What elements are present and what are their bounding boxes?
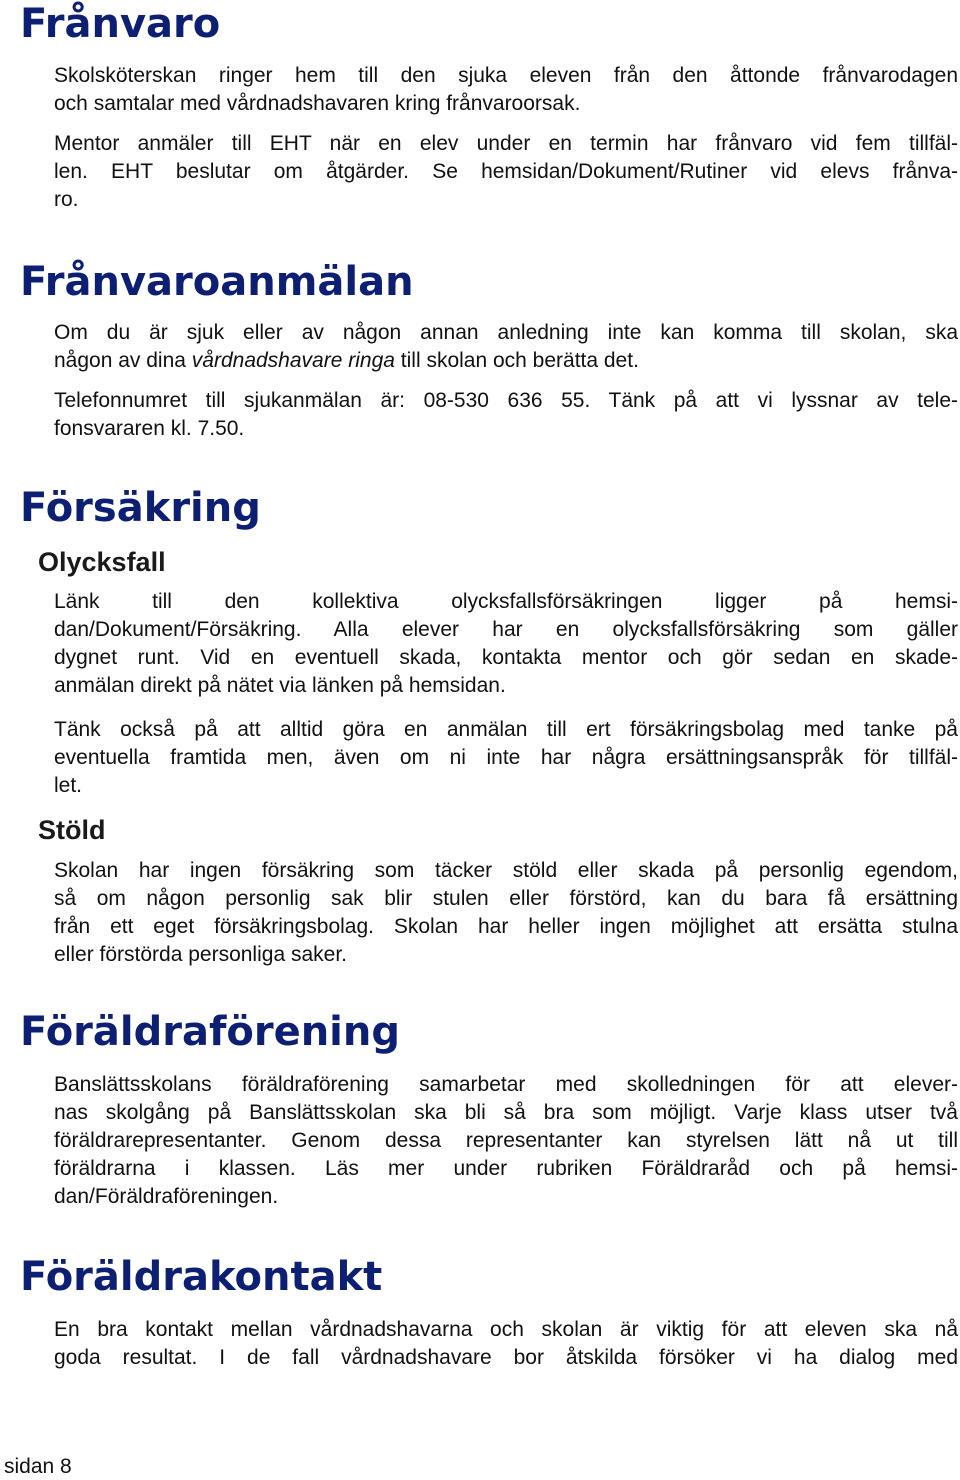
text-line: dan/Dokument/Försäkring. Alla elever har en olycksfallsförsäkring som gäller	[54, 618, 958, 641]
heading-franvaro: Frånvaro	[20, 1, 221, 47]
text-segment: till skolan och berätta det.	[394, 349, 639, 372]
text-line: så om någon personlig sak blir stulen eller förstörd, kan du bara få ersättning	[54, 887, 958, 910]
page-number: sidan 8	[4, 1455, 72, 1478]
text-line: eventuella framtida men, även om ni inte har några ersättningsanspråk för tillfäl-	[54, 746, 958, 769]
text-line: nas skolgång på Banslättsskolan ska bli så bra som möjligt. Varje klass utser två	[54, 1101, 958, 1124]
text-line: En bra kontakt mellan vårdnadshavarna och skolan är viktig för att eleven ska nå	[54, 1318, 958, 1341]
text-line: ro.	[54, 188, 79, 211]
paragraph-olycksfall-1	[54, 588, 958, 700]
subheading-stold: Stöld	[38, 815, 106, 845]
text-line: Tänk också på att alltid göra en anmälan till ert försäkringsbolag med tanke på	[54, 718, 958, 741]
text-line: Telefonnumret till sjukanmälan är: 08-530 636 55. Tänk på att vi lyssnar av tele-	[54, 389, 958, 412]
text-line: Banslättsskolans föräldraförening samarbetar med skolledningen för att elever-	[54, 1073, 958, 1096]
paragraph-franvaroanmalan-2	[54, 387, 958, 443]
text-line: goda resultat. I de fall vårdnadshavare bor åtskilda försöker vi ha dialog med	[54, 1346, 958, 1369]
paragraph-franvaroanmalan-1	[54, 319, 958, 375]
text-line: Mentor anmäler till EHT när en elev under en termin har frånvaro vid fem tillfäl-	[54, 132, 958, 155]
paragraph-foraldrakontakt	[54, 1316, 958, 1372]
text-line: dygnet runt. Vid en eventuell skada, kontakta mentor och gör sedan en skade-	[54, 646, 958, 669]
text-line: Skolan har ingen försäkring som täcker stöld eller skada på personlig egendom,	[54, 859, 958, 882]
subheading-olycksfall: Olycksfall	[38, 547, 166, 577]
text-line: föräldrarna i klassen. Läs mer under rubriken Föräldraråd och på hemsi-	[54, 1157, 958, 1180]
text-line: Om du är sjuk eller av någon annan anledning inte kan komma till skolan, ska	[54, 321, 958, 344]
paragraph-foraldraforening	[54, 1071, 958, 1211]
emphasized-text: vårdnadshavare ringa	[191, 349, 395, 372]
heading-franvaroanmalan: Frånvaroanmälan	[20, 259, 414, 305]
text-line: från ett eget försäkringsbolag. Skolan har heller ingen möjlighet att ersätta stulna	[54, 915, 958, 938]
text-line: Länk till den kollektiva olycksfallsförsäkringen ligger på hemsi-	[54, 590, 958, 613]
text-line: och samtalar med vårdnadshavaren kring frånvaroorsak.	[54, 92, 581, 115]
text-line	[54, 347, 958, 375]
text-line: fonsvararen kl. 7.50.	[54, 417, 245, 440]
text-line: eller förstörda personliga saker.	[54, 943, 347, 966]
paragraph-franvaro-1	[54, 62, 958, 118]
text-line: anmälan direkt på nätet via länken på hemsidan.	[54, 674, 506, 697]
heading-foraldraforening: Föräldraförening	[20, 1009, 400, 1055]
text-line: Skolsköterskan ringer hem till den sjuka eleven från den åttonde frånvarodagen	[54, 64, 958, 87]
text-line: len. EHT beslutar om åtgärder. Se hemsidan/Dokument/Rutiner vid elevs frånva-	[54, 160, 958, 183]
paragraph-franvaro-2	[54, 130, 958, 214]
text-line: föräldrarepresentanter. Genom dessa representanter kan styrelsen lätt nå ut till	[54, 1129, 958, 1152]
text-line: let.	[54, 774, 83, 797]
text-line: dan/Föräldraföreningen.	[54, 1185, 279, 1208]
paragraph-olycksfall-2	[54, 716, 958, 800]
heading-foraldrakontakt: Föräldrakontakt	[20, 1254, 383, 1300]
heading-forsakring: Försäkring	[20, 485, 261, 531]
paragraph-stold	[54, 857, 958, 969]
text-segment: någon av dina	[54, 349, 192, 372]
